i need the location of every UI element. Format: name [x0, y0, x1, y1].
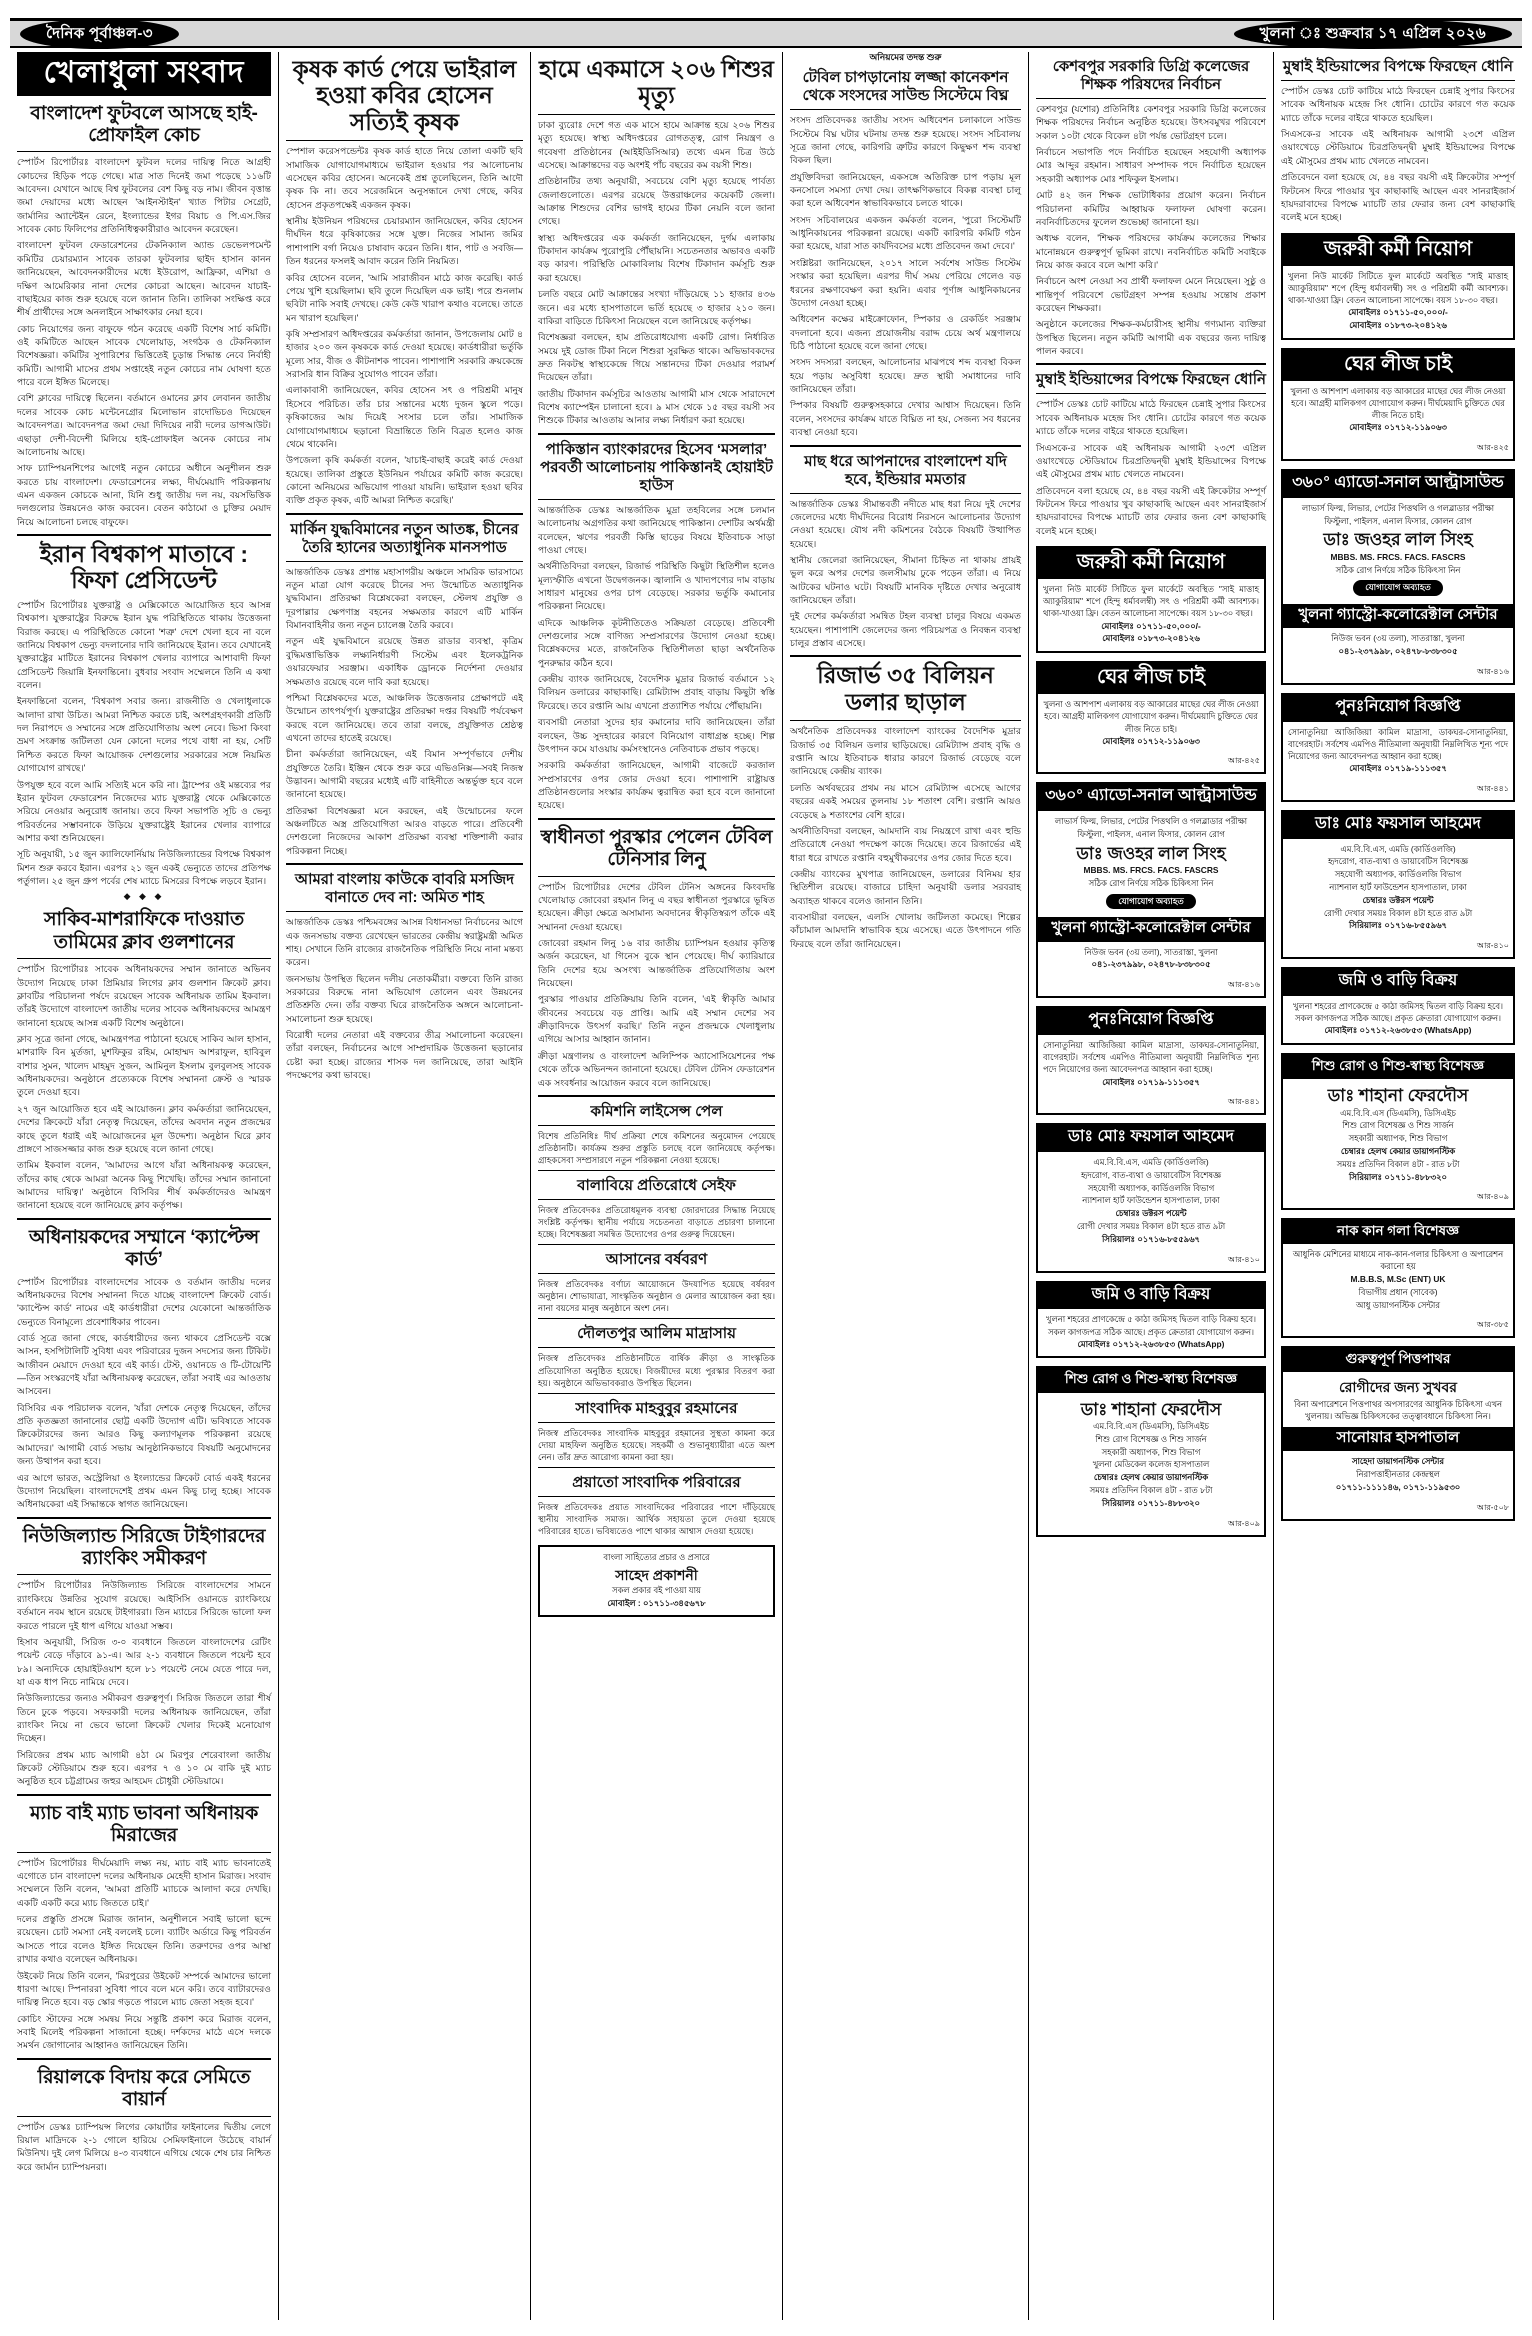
- ad-headline: শিশু রোগ ও শিশু-স্বাস্থ্য বিশেষজ্ঞ: [1038, 1368, 1264, 1392]
- article-body: সংসদ সদস্যরা বলছেন, আলোচনার মাঝপথে শব্দ ব্যবস্থা বিকল হয়ে পড়ায় অসুবিধা হয়েছে। দ্রুত স্থায়ী সমাধানের দাবি জানিয়েছেন তাঁরা।: [790, 357, 1021, 395]
- article-body: বিসিবির এক পরিচালক বলেন, 'যাঁরা দেশকে নেতৃত্ব দিয়েছেন, তাঁদের প্রতি কৃতজ্ঞতা জানানোর ছোট্ট একটি উদ্যোগ এটি। ভবিষ্যতে সাবেক ক্রিকেটারদের জন্য আরও কিছু কল্যাণমূলক পরিকল্পনা রয়েছে আমাদের।' আগামী বোর্ড সভায় আনুষ্ঠানিকভাবে বিষয়টি অনুমোদনের জন্য উত্থাপন করা হবে।: [17, 1402, 271, 1467]
- ad-body-text: খুলনা শহরের প্রাণকেন্দ্রে ৫ কাঠা জমিসহ দ্বিতল বাড়ি বিক্রয় হবে। সকল কাগজপত্র সঠিক আছে। প্রকৃত ক্রেতারা যোগাযোগ করুন।: [1045, 1314, 1257, 1337]
- headline-shakib-mashrafe: সাকিব-মাশরাফিকে দাওয়াত তামিমের ক্লাব গুলশানের: [43, 909, 245, 953]
- ad-staff-recruitment[interactable]: [1036, 546, 1266, 653]
- article-body: বিশেষজ্ঞরা বলছেন, হাম প্রতিরোধযোগ্য একটি রোগ। নির্ধারিত সময়ে দুই ডোজ টিকা নিলে শিশুরা সুরক্ষিত থাকে। অভিভাবকদের দ্রুত নিকটস্থ স্বাস্থ্যকেন্দ্রে গিয়ে সন্তানদের টিকা দেওয়ার পরামর্শ দিয়েছেন তাঁরা।: [538, 332, 775, 383]
- ad-gastro-colorectal[interactable]: [1281, 469, 1515, 685]
- article-body: সংসদ সচিবালয়ের একজন কর্মকর্তা বলেন, 'পুরো সিস্টেমটি আধুনিকায়নের পরিকল্পনা রয়েছে। একটি কারিগরি কমিটি গঠন করা হয়েছে, যারা সাত কার্যদিবসের মধ্যে প্রতিবেদন জমা দেবে।': [790, 214, 1021, 252]
- ad-phone: মোবাইলঃ ০১৭১৯-১১১৩৫৭: [1102, 1076, 1200, 1087]
- ad-timing: সময়ঃ প্রতিদিন বিকাল ৪টা - রাত ৮টা: [1089, 1485, 1213, 1495]
- article-body: নির্বাচনে সভাপতি পদে নির্বাচিত হয়েছেন সহযোগী অধ্যাপক মোঃ আব্দুর রহমান। সাধারণ সম্পাদক পদে নির্বাচিত হয়েছেন সহকারী অধ্যাপক মোঃ শফিকুল ইসলাম।: [1036, 147, 1266, 184]
- ad-line: খুলনা মেডিকেল কলেজ হাসপাতাল: [1092, 1459, 1210, 1470]
- ad-phone: সিরিয়ালঃ ০১৭১৬-৮৫৫৯৬৭: [1349, 920, 1447, 931]
- headline-measles-deaths: হামে একমাসে ২০৬ শিশুর মৃত্যু: [539, 56, 774, 109]
- ad-tagline: সঠিক রোগ নির্ণয়ে সঠিক চিকিৎসা নিন: [1335, 564, 1461, 575]
- article-body: চলতি বছরে মোট আক্রান্তের সংখ্যা দাঁড়িয়েছে ১১ হাজার ৪৩৬ জনে। এর মধ্যে হাসপাতালে ভর্তি হয়েছে ৩ হাজার ২১০ জন। বাকিরা বাড়িতে চিকিৎসা নিয়েছেন বলে জানিয়েছে কর্তৃপক্ষ।: [538, 289, 775, 326]
- headline-commission-license: কমিশনি লাইসেন্স পেল: [590, 1102, 723, 1120]
- ad-phone: ০৪১-২৩৭৯৯৮, ০২৪৭৮-৮৩৮৩০৫: [1338, 646, 1458, 656]
- article-body: নিজস্ব প্রতিবেদকঃ প্রতিরোধমূলক ব্যবস্থা জোরদারের সিদ্ধান্ত নিয়েছে সংশ্লিষ্ট কর্তৃপক্ষ। স্থানীয় পর্যায়ে সচেতনতা বাড়াতে প্রচারণা চালানো হচ্ছে। বিশেষজ্ঞরা সমন্বিত উদ্যোগের ওপর গুরুত্ব দিয়েছেন।: [538, 1205, 775, 1240]
- ad-phone: মোবাইলঃ ০১৮৭৩-২০৪১২৬: [1349, 319, 1447, 330]
- ad-body-text: সোনাতুনিয়া আজিজিয়া কামিল মাদ্রাসা, ডাকঘর-সোনাতুনিয়া, বাগেরহাট। সর্বশেষ এমপিও নীতিমালা অনুযায়ী নিম্নলিখিত শূন্য পদে নিয়োগের জন্য আবেদনপত্র আহ্বান করা হচ্ছে।: [1288, 726, 1508, 761]
- ad-timing: রোগী দেখার সময়ঃ বিকাল ৪টা হতে রাত ৯টা: [1323, 907, 1473, 918]
- ad-headline: গুরুত্বপূর্ণ পিত্তপাথর: [1283, 1348, 1513, 1372]
- ad-line: সকল প্রকার বই পাওয়া যায়: [612, 1584, 701, 1595]
- ad-reference: আর-৪০৯: [1228, 1518, 1260, 1528]
- ad-business-name: সাহেদ প্রকাশনী: [615, 1566, 698, 1583]
- divider: [1036, 393, 1266, 394]
- divider: [1281, 80, 1515, 81]
- ad-reference: আর-৪০৯: [1477, 1192, 1509, 1202]
- ad-chamber: চেম্বারঃ হেলথ কেয়ার ডায়াগনস্টিক: [1093, 1472, 1209, 1483]
- article-body: দলের প্রস্তুতি প্রসঙ্গে মিরাজ জানান, অনুশীলনে সবাই ভালো ছন্দে রয়েছেন। চোট সমস্যা নেই বললেই চলে। ব্যাটিং অর্ডারে কিছু পরিবর্তন আসতে পারে বলেও ইঙ্গিত দিয়েছেন তিনি। তরুণদের ওপর আস্থা রাখার কথাও বলেছেন অধিনায়ক।: [17, 1914, 271, 1965]
- ad-urgent-staff[interactable]: [1281, 233, 1515, 340]
- ad-headline: জরুরী কর্মী নিয়োগ: [1283, 235, 1513, 266]
- divider: [538, 1318, 775, 1319]
- column-3: [530, 52, 782, 2320]
- article-body: ক্রীড়া মন্ত্রণালয় ও বাংলাদেশ অলিম্পিক অ্যাসোসিয়েশনের পক্ষ থেকে তাঁকে অভিনন্দন জানানো হয়েছে। টেবিল টেনিস ফেডারেশন এক সংবর্ধনার আয়োজন করবে বলে জানিয়েছে।: [538, 1050, 775, 1088]
- divider: [538, 114, 775, 115]
- article-body: সংসদ প্রতিবেদকঃ জাতীয় সংসদ অধিবেশন চলাকালে সাউন্ড সিস্টেমে বিঘ্ন ঘটার ঘটনায় তদন্ত শুরু হয়েছে। সংসদ সচিবালয় সূত্রে জানা গেছে, কারিগরি ত্রুটির কারণে কিছুক্ষণ শব্দ ব্যবস্থা বিকল ছিল।: [790, 115, 1021, 166]
- divider: [17, 1517, 271, 1519]
- ad-headline: ঘের লীজ চাই: [1283, 350, 1513, 381]
- article-body: কেন্দ্রীয় ব্যাংক জানিয়েছে, বৈদেশিক মুদ্রার রিজার্ভ বর্তমানে ১২ বিলিয়ন ডলারের কাছাকাছি। রেমিট্যান্স প্রবাহ বাড়ায় কিছুটা স্বস্তি ফিরেছে। তবে রপ্তানি আয় এখনো প্রত্যাশিত পর্যায়ে পৌঁছায়নি।: [538, 674, 775, 711]
- ad-doctor-banner: ডাঃ মোঃ ফয়সাল আহমেদ: [1038, 1125, 1264, 1152]
- article-body: বিরোধী দলের নেতারা এই বক্তব্যের তীব্র সমালোচনা করেছেন। তাঁরা বলছেন, নির্বাচনের আগে সাম্প্রদায়িক উত্তেজনা ছড়ানোর চেষ্টা করা হচ্ছে। রাজ্যের শাসক দল জানিয়েছে, তারা আইনি পদক্ষেপের কথা ভাবছে।: [286, 1030, 523, 1081]
- article-body: পুরস্কার পাওয়ার প্রতিক্রিয়ায় তিনি বলেন, 'এই স্বীকৃতি আমার জীবনের সবচেয়ে বড় প্রাপ্তি। আমি এই সম্মান দেশের সব ক্রীড়াবিদকে উৎসর্গ করছি।' তিনি নতুন প্রজন্মকে খেলাধুলায় এগিয়ে আসার আহ্বান জানান।: [538, 994, 775, 1045]
- ad-headline: ৩৬০° এ্যাডো-সনাল আল্ট্রাসাউন্ড: [1283, 471, 1513, 498]
- ad-line: এম.বি.বি.এস, এমডি (কার্ডিওলজি): [1093, 1157, 1209, 1168]
- article-body: ব্যবসায়ী নেতারা সুদের হার কমানোর দাবি জানিয়েছেন। তাঁরা বলছেন, উচ্চ সুদহারের কারণে বিনিয়োগ বাধাগ্রস্ত হচ্ছে। শিল্প উৎপাদন কমে যাওয়ায় কর্মসংস্থানেও নেতিবাচক প্রভাব পড়ছে।: [538, 717, 775, 754]
- ad-property-sale[interactable]: [1281, 967, 1515, 1045]
- article-body: ব্যবসায়ীরা বলছেন, এলসি খোলায় জটিলতা কমেছে। শিল্পের কাঁচামাল আমদানি স্বাভাবিক হয়ে এসেছে। এতে উৎপাদনে গতি ফিরছে বলে তাঁরা জানিয়েছেন।: [790, 912, 1021, 949]
- article-body: স্পোর্টস রিপোর্টারঃ দীর্ঘমেয়াদি লক্ষ্য নয়, ম্যাচ বাই ম্যাচ ভাবনাতেই এগোতে চান বাংলাদেশ দলের অধিনায়ক মেহেদী হাসান মিরাজ। সংবাদ সম্মেলনে তিনি বলেন, 'আমরা প্রতিটি ম্যাচকে আলাদা করে দেখছি। একটি একটি করে ম্যাচ জিততে চাই।': [17, 1857, 271, 1908]
- divider: [790, 655, 1021, 657]
- column-6: [1273, 52, 1522, 2320]
- ad-reference: আর-৪২৫: [1477, 443, 1509, 453]
- divider: [538, 1199, 775, 1200]
- ad-gallstone-clinic[interactable]: [1281, 1346, 1515, 1520]
- divider: [538, 1170, 775, 1171]
- article-body: প্রতিবেদনে বলা হয়েছে যে, ৪৪ বছর বয়সী এই ক্রিকেটার সম্পূর্ণ ফিটনেস ফিরে পাওয়ার খুব কাছাকাছি আছেন এবং সানরাইজার্স হায়দরাবাদের বিপক্ষে ম্যাচটি তার ফেরার জন্য বেশ কাছাকাছি বলেই মনে হচ্ছে।: [1036, 485, 1266, 536]
- ad-gher-lease[interactable]: [1036, 661, 1266, 774]
- headline-journalist-mahbubur: সাংবাদিক মাহবুবুর রহমানের: [575, 1399, 738, 1417]
- article-body: ক্লাব সূত্রে জানা গেছে, আমন্ত্রণপত্র পাঠানো হয়েছে সাকিব আল হাসান, মাশরাফি বিন মুর্তজা, মুশফিকুর রহিম, মোহাম্মদ আশরাফুল, হাবিবুল বাশার সুমন, খালেদ মাহমুদ সুজন, আমিনুল ইসলাম বুলবুলসহ সাবেক অধিনায়কদের। অনুষ্ঠানে প্রত্যেককে বিশেষ সম্মাননা ক্রেস্ট ও স্মারক তুলে দেওয়া হবে।: [17, 1034, 271, 1098]
- page-grid: [10, 52, 1522, 2320]
- article-body: তামিম ইকবাল বলেন, 'আমাদের আগে যাঁরা অধিনায়কত্ব করেছেন, তাঁদের কাছ থেকে আমরা অনেক কিছু শিখেছি। তাঁদের সম্মান জানানো আমাদের দায়িত্ব।' অনুষ্ঠানে বিসিবির শীর্ষ কর্মকর্তাদেরও আমন্ত্রণ জানানো হয়েছে বলে জানিয়েছে ক্লাব কর্তৃপক্ষ।: [17, 1160, 271, 1211]
- ad-cardiologist[interactable]: [1036, 1123, 1266, 1272]
- ad-madrasa-recruitment[interactable]: [1281, 693, 1515, 802]
- article-body: এর আগে ভারত, অস্ট্রেলিয়া ও ইংল্যান্ডের ক্রিকেট বোর্ড একই ধরনের উদ্যোগ নিয়েছিল। বাংলাদেশেই প্রথম এমন কিছু চালু হচ্ছে। সাবেক অধিনায়কেরা এই সিদ্ধান্তকে স্বাগত জানিয়েছেন।: [17, 1472, 271, 1510]
- ad-body-text: খুলনা নিউ মার্কেট সিটিতে ফুল মার্কেটে অবস্থিত "সাই মাত্তাহ অ্যাকুরিয়াম" শপে (হিন্দু ধর্মাবলম্বী) সৎ ও পরিশ্রমী কর্মী আবশ্যক। থাকা-খাওয়া ফ্রি। বেতন আলোচনা সাপেক্ষে। বয়স ১৮-৩০ বছর।: [1288, 270, 1508, 305]
- ad-reference: আর-৪১০: [1228, 1254, 1260, 1264]
- article-body: আন্তর্জাতিক ডেস্কঃ সীমান্তবর্তী নদীতে মাছ ধরা নিয়ে দুই দেশের জেলেদের মধ্যে দীর্ঘদিনের বিরোধ নিরসনে আলোচনার উদ্যোগ নেওয়া হয়েছে। যৌথ নদী কমিশনের বৈঠকে বিষয়টি উত্থাপিত হয়েছে।: [790, 498, 1021, 549]
- ad-body-text: খুলনা ও আশপাশ এলাকায় বড় আকারের মাছের ঘের লীজ নেওয়া হবে। আগ্রহী মালিকগণ যোগাযোগ করুন। দীর্ঘমেয়াদি চুক্তিতে ঘের লীজ নিতে চাই।: [1043, 699, 1259, 734]
- article-body: স্পোর্টস রিপোর্টারঃ সাবেক অধিনায়কদের সম্মান জানাতে অভিনব উদ্যোগ নিয়েছে ঢাকা প্রিমিয়ার লিগের ক্লাব গুলশান ক্রিকেট ক্লাব। ক্লাবটির পরিচালনা পর্ষদে রয়েছেন সাবেক অধিনায়ক তামিম ইকবাল। তাঁরই উদ্যোগে বাংলাদেশ জাতীয় দলের সাবেক অধিনায়কদের আমন্ত্রণ জানানো হয়েছে আসন্ন একটি বিশেষ অনুষ্ঠানে।: [17, 964, 271, 1028]
- headline-balabiye-safe: বালাবিয়ে প্রতিরোধে সেইফ: [577, 1177, 736, 1195]
- divider: [17, 2058, 271, 2060]
- ad-degree: MBBS. MS. FRCS. FACS. FASCRS: [1083, 865, 1219, 876]
- headline-krishok-card: কৃষক কার্ড পেয়ে ভাইরাল হওয়া কবির হোসেন সত্যিই কৃষক: [292, 56, 517, 135]
- column-4: [782, 52, 1028, 2320]
- divider: [538, 1244, 775, 1245]
- divider: [538, 818, 775, 820]
- ad-gher-lease-2[interactable]: [1281, 348, 1515, 461]
- headline-bayern-real: রিয়ালকে বিদায় করে সেমিতে বায়ার্ন: [37, 2066, 251, 2111]
- divider: [790, 493, 1021, 494]
- article-body: নতুন এই যুদ্ধবিমানে রয়েছে উন্নত রাডার ব্যবস্থা, কৃত্রিম বুদ্ধিমত্তাভিত্তিক লক্ষ্যনির্ধারণী সিস্টেম এবং ইলেকট্রনিক ওয়ারফেয়ার সরঞ্জাম। একাধিক ড্রোনকে নির্দেশনা দেওয়ার সক্ষমতাও রয়েছে বলে দাবি করা হয়েছে।: [286, 636, 523, 687]
- ad-recruitment-notice[interactable]: [1036, 1006, 1266, 1115]
- article-body: কেশবপুর (যশোর) প্রতিনিধিঃ কেশবপুর সরকারি ডিগ্রি কলেজের শিক্ষক পরিষদের নির্বাচন অনুষ্ঠিত হয়েছে। উৎসবমুখর পরিবেশে সকাল ১০টা থেকে বিকেল ৪টা পর্যন্ত ভোটগ্রহণ চলে।: [1036, 104, 1266, 141]
- ad-timing: রোগী দেখার সময়ঃ বিকাল ৪টা হতে রাত ৯টা: [1076, 1220, 1226, 1231]
- ad-headline: জমি ও বাড়ি বিক্রয়: [1283, 969, 1513, 996]
- ad-line: শিশু রোগ বিশেষজ্ঞ ও শিশু সার্জন: [1342, 1120, 1454, 1131]
- article-body: কৃষি সম্প্রসারণ অধিদপ্তরের কর্মকর্তারা জানান, উপজেলায় মোট ৪ হাজার ২০০ জন কৃষককে কার্ড দেওয়া হয়েছে। কার্ডধারীরা ভর্তুকি মূল্যে সার, বীজ ও কীটনাশক পাবেন। পাশাপাশি সরকারি ক্রয়কেন্দ্রে সরাসরি ধান বিক্রির সুযোগও পাবেন তাঁরা।: [286, 328, 523, 380]
- ad-line: হৃদরোগ, বাত-ব্যথা ও ডায়াবেটিস বিশেষজ্ঞ: [1328, 856, 1468, 867]
- masthead-strip: [10, 18, 1522, 48]
- article-body: নিউজিল্যান্ডের জন্যও সমীকরণ গুরুত্বপূর্ণ। সিরিজ জিতলে তারা শীর্ষ তিনে ঢুকে পড়বে। সফরকারী দলের অধিনায়ক জানিয়েছেন, তাঁরা র‌্যাংকিং নিয়ে না ভেবে ভালো ক্রিকেট খেলার দিকেই মনোযোগ দিচ্ছেন।: [17, 1693, 271, 1744]
- ad-line: বাংলা সাহিত্যের প্রচার ও প্রসারে: [603, 1552, 710, 1563]
- ad-phone: মোবাইলঃ ০১৭১২-২৬৩৮৫৩ (WhatsApp): [1324, 1025, 1472, 1036]
- article-body: ২৭ জুন আয়োজিত হবে এই আয়োজন। ক্লাব কর্মকর্তারা জানিয়েছেন, দেশের ক্রিকেটে যাঁরা নেতৃত্ব দিয়েছেন, তাঁদের অবদান নতুন প্রজন্মের কাছে তুলে ধরাই এই আয়োজনের মূল উদ্দেশ্য। অনুষ্ঠান ঘিরে ক্লাব প্রাঙ্গণে সাজসজ্জার কাজ শুরু হয়েছে বলে জানা গেছে।: [17, 1103, 271, 1154]
- ad-doctor-banner: ডাঃ মোঃ ফয়সাল আহমেদ: [1283, 812, 1513, 839]
- ad-body-text: সোনাতুনিয়া আজিজিয়া কামিল মাদ্রাসা, ডাকঘর-সোনাতুনিয়া, বাগেরহাট। সর্বশেষ এমপিও নীতিমালা অনুযায়ী নিম্নলিখিত শূন্য পদে নিয়োগের জন্য আবেদনপত্র আহ্বান করা হচ্ছে।: [1043, 1040, 1259, 1075]
- ad-headline: শিশু রোগ ও শিশু-স্বাস্থ্য বিশেষজ্ঞ: [1283, 1055, 1513, 1079]
- article-body: অর্থনীতিবিদরা বলছেন, রিজার্ভ পরিস্থিতি কিছুটা স্থিতিশীল হলেও মূল্যস্ফীতি এখনো উদ্বেগজনক। জ্বালানি ও খাদ্যপণ্যের দাম বাড়ায় সাধারণ মানুষের ওপর চাপ বেড়েছে। সরকার ভর্তুকি কমানোর পরিকল্পনা নিয়েছে।: [538, 561, 775, 612]
- ad-publisher[interactable]: [538, 1545, 775, 1617]
- article-body: স্পোর্টস রিপোর্টারঃ বাংলাদেশ ফুটবল দলের দায়িত্ব নিতে আগ্রহী কোচদের হিড়িক পড়ে গেছে। মাত্র সাত দিনেই জমা পড়েছে ১১৬টি আবেদন। যেখানে আছে বিশ্ব ফুটবলের বেশ কিছু বড় নাম। জীবন বৃত্তান্ত জমা দেয়াদের মধ্যে আছেন 'আইনস্টাইন' খ্যাত পিটার সেগ্রেট, জার্মানির অ্যান্টেইন রেনে, ইংল্যান্ডের ইগর বিয়াচ ও পি.এস.জির সাবেক কোচ ফিলিপের প্রতিনিধিত্বকারীরাও আবেদন করেছেন।: [17, 157, 271, 235]
- ad-center-name: খুলনা গ্যাস্ট্রো-কলোরেক্টাল সেন্টার: [1038, 917, 1264, 942]
- ad-contact: মোবাইলঃ ০১৭১১-৫০,০০০/-: [1348, 307, 1448, 318]
- ad-phone: মোবাইলঃ ০১৭১২-১১৯০৬৩: [1102, 735, 1200, 746]
- divider: [17, 2116, 271, 2117]
- article-body: স্থানীয় ইউনিয়ন পরিষদের চেয়ারম্যান জানিয়েছেন, কবির হোসেন দীর্ঘদিন ধরে কৃষিকাজের সঙ্গে যুক্ত। নিজের সামান্য জমির পাশাপাশি বর্গা নিয়েও চাষাবাদ করেন তিনি। ধান, পাট ও সবজি—তিন ধরনের ফসলই আবাদ করেন তিনি নিয়মিত।: [286, 216, 523, 267]
- article-body: বোর্ড সূত্রে জানা গেছে, কার্ডধারীদের জন্য থাকবে প্রেসিডেন্ট বক্সে আসন, হসপিটালিটি সুবিধা এবং পরিবারের দুজন সদস্যের জন্য টিকিট। আজীবন মেয়াদে দেওয়া হবে এই কার্ড। টেস্ট, ওয়ানডে ও টি-টোয়েন্টি—তিন সংস্করণেই যাঁরা অধিনায়কত্ব করেছেন, তাঁরা সবাই এর আওতায় আসবেন।: [17, 1332, 271, 1397]
- article-body: স্পোর্টস রিপোর্টারঃ যুক্তরাষ্ট্র ও মেক্সিকোতে আয়োজিত হবে আসন্ন বিশ্বকাপ। যুক্তরাষ্ট্রের বিরুদ্ধে ইরান যুদ্ধ পরিস্থিতিতে থাকায় উত্তেজনা বিরাজ করছে। এ পরিস্থিতিতে কোনো 'শত্রু' দেশে খেলা হবে না বলে জানিয়ে বিশ্বকাপ ভেন্যু বদলানোর দাবি জানিয়েছে ইরান। তবে যেখানেই যুক্তরাষ্ট্রের মাটিতে ইরানের বিশ্বকাপ খেলার ব্যাপারে আশাবাদী ফিফা প্রেসিডেন্ট জিয়ান্নি ইনফান্তিনো। বুধবার সংবাদ সম্মেলনে তিনি এ কথা বলেন।: [17, 599, 271, 691]
- article-body: স্পোর্টস রিপোর্টারঃ বাংলাদেশের সাবেক ও বর্তমান জাতীয় দলের অধিনায়কদের বিশেষ সম্মাননা দিতে যাচ্ছে বাংলাদেশ ক্রিকেট বোর্ড। 'ক্যাপ্টেন্স কার্ড' নামের এই কার্ডধারীরা দেশের যেকোনো আন্তর্জাতিক ভেন্যুতে বিনামূল্যে প্রবেশাধিকার পাবেন।: [17, 1276, 271, 1327]
- column-2: [278, 52, 530, 2320]
- ad-line: সহকারী অধ্যাপক, শিশু বিভাগ: [1101, 1446, 1201, 1457]
- article-body: স্পোর্টস ডেস্কঃ চোট কাটিয়ে মাঠে ফিরছেন চেন্নাই সুপার কিংসের সাবেক অধিনায়ক মহেন্দ্র সিং ধোনি। চোটের কারণে গত কয়েক ম্যাচে তাঁকে দলের বাইরে থাকতে হয়েছিল।: [1281, 86, 1515, 123]
- ad-reference: আর-৪৪১: [1477, 783, 1509, 793]
- article-body: বেশি ক্লাবের দায়িত্বে ছিলেন। বর্তমানে ওমানের ক্লাব লেবানন জাতীয় দলের সাবেক কোচ মন্টেনেগ্রোর মিলোভান রাদোভিচও দিয়েছেন আবেদনপত্র। আবেদনপত্র জমা দেয়া দিদিয়ের নারী দলের ডাগআউট। এছাড়া দেশী-বিদেশী মিলিয়ে হাই-প্রোফাইল অনেক কোচের নাম আলোচনায় আছে।: [17, 393, 271, 457]
- divider: [538, 433, 775, 435]
- article-body: মোট ৪২ জন শিক্ষক ভোটাধিকার প্রয়োগ করেন। নির্বাচন পরিচালনা কমিটির আহ্বায়ক ফলাফল ঘোষণা করেন। নবনির্বাচিতদের ফুলেল শুভেচ্ছা জানানো হয়।: [1036, 190, 1266, 227]
- masthead-left-pill: দৈনিক পূর্বাঞ্চল-৩: [20, 19, 179, 49]
- headline-journalist-family: প্রয়াতো সাংবাদিক পরিবারের: [572, 1473, 741, 1491]
- article-body: চীনা কর্মকর্তারা জানিয়েছেন, এই বিমান সম্পূর্ণভাবে দেশীয় প্রযুক্তিতে তৈরি। ইঞ্জিন থেকে শুরু করে এভিওনিক্স—সবই নিজস্ব উদ্ভাবন। আগামী বছরের মধ্যেই এটি বাহিনীতে অন্তর্ভুক্ত হবে বলে জানানো হয়েছে।: [286, 749, 523, 800]
- ad-heart-specialist[interactable]: [1281, 810, 1515, 959]
- article-body: স্পোর্টস রিপোর্টারঃ নিউজিল্যান্ড সিরিজে বাংলাদেশের সামনে র‌্যাংকিংয়ে উন্নতির সুযোগ রয়েছে। আইসিসি ওয়ানডে র‌্যাংকিংয়ে বর্তমানে নবম স্থানে রয়েছে টাইগাররা। তিন ম্যাচের সিরিজে ভালো ফল করতে পারলে দুই ধাপ এগিয়ে যাওয়া সম্ভব।: [17, 1580, 271, 1631]
- headline-miraz: ম্যাচ বাই ম্যাচ ভাবনা অধিনায়ক মিরাজের: [29, 1802, 259, 1847]
- divider: [538, 499, 775, 500]
- divider: [17, 151, 271, 152]
- article-body: অর্থনীতিবিদরা বলছেন, আমদানি ব্যয় নিয়ন্ত্রণে রাখা এবং হুন্ডি প্রতিরোধে নেওয়া পদক্ষেপ কাজে দিয়েছে। তবে রিজার্ভের এই ধারা ধরে রাখতে রপ্তানি বহুমুখীকরণের ওপর জোর দিতে হবে।: [790, 825, 1021, 863]
- ad-line: সাহেদা ডায়াগনস্টিক সেন্টার: [1351, 1456, 1445, 1467]
- headline-amit-shah: আমরা বাংলায় কাউকে বাবরি মসজিদ বানাতে দেব না: অমিত শাহ: [294, 871, 515, 907]
- article-body: সিএসকে-র সাবেক এই অধিনায়ক আগামী ২৩শে এপ্রিল ওয়াংখেড়ে স্টেডিয়ামে চিরপ্রতিদ্বন্দ্বী মুম্বাই ইন্ডিয়ান্সের বিপক্ষে এই মৌসুমের প্রথম ম্যাচ খেলতে নামবেন।: [1036, 442, 1266, 480]
- ad-chamber: চেম্বারঃ ডক্টরস পয়েন্ট: [1362, 894, 1434, 905]
- ad-subhead: রোগীদের জন্য সুখবর: [1339, 1379, 1457, 1396]
- ad-address: নিউজ ভবন (৩য় তলা), সাতরাস্তা, খুলনা: [1331, 633, 1465, 644]
- ad-line: এম.বি.বি.এস (ডিএমসি), ডিসিএইচ: [1093, 1421, 1209, 1432]
- article-body: সিএসকে-র সাবেক এই অধিনায়ক আগামী ২৩শে এপ্রিল ওয়াংখেড়ে স্টেডিয়ামে চিরপ্রতিদ্বন্দ্বী মুম্বাই ইন্ডিয়ান্সের বিপক্ষে এই মৌসুমের প্রথম ম্যাচ খেলতে নামবেন।: [1281, 129, 1515, 166]
- ad-degree: MBBS. MS. FRCS. FACS. FASCRS: [1330, 551, 1466, 562]
- article-body: স্পিকার বিষয়টি গুরুত্বসহকারে দেখার আশ্বাস দিয়েছেন। তিনি বলেন, সংসদের কার্যক্রম যাতে বিঘ্নিত না হয়, সেজন্য সব ধরনের ব্যবস্থা নেওয়া হবে।: [790, 400, 1021, 438]
- ad-reference: আর-৪১০: [1477, 941, 1509, 951]
- article-body: এলাকাবাসী জানিয়েছেন, কবির হোসেন সৎ ও পরিশ্রমী মানুষ হিসেবে পরিচিত। তাঁর চার সন্তানের মধ্যে দুজন স্কুলে পড়ে। কৃষিকাজের আয় দিয়েই সংসার চলে তাঁর। সামাজিক যোগাযোগমাধ্যমে ছড়ানো বিভ্রান্তিতে তিনি বিব্রত হলেও কাজ থেমে থাকেনি।: [286, 385, 523, 449]
- divider: [790, 720, 1021, 721]
- divider: [538, 1125, 775, 1126]
- ad-degree: M.B.B.S, M.Sc (ENT) UK: [1350, 1274, 1446, 1284]
- article-body: স্পোর্টস রিপোর্টারঃ দেশের টেবিল টেনিস অঙ্গনের কিংবদন্তি খেলোয়াড় জোবেরা রহমান লিনু এ বছর স্বাধীনতা পুরস্কারে ভূষিত হয়েছেন। ক্রীড়া ক্ষেত্রে অসামান্য অবদানের স্বীকৃতিস্বরূপ তাঁকে এই সম্মাননা দেওয়া হয়েছে।: [538, 881, 775, 932]
- article-body: উইকেট নিয়ে তিনি বলেন, 'মিরপুরের উইকেট সম্পর্কে আমাদের ভালো ধারণা আছে। স্পিনাররা সুবিধা পাবে বলে মনে করি। তবে ব্যাটারদেরও দায়িত্ব নিতে হবে। বড় স্কোর গড়তে পারলে ম্যাচ জেতা সহজ হবে।': [17, 1970, 271, 2008]
- divider: [790, 109, 1021, 110]
- divider: [286, 140, 523, 141]
- divider: [17, 1218, 271, 1220]
- divider: [17, 1794, 271, 1796]
- headline-dhoni-return: মুম্বাই ইন্ডিয়ান্সের বিপক্ষে ফিরছেন ধোনি: [1036, 371, 1266, 389]
- article-body: আন্তর্জাতিক ডেস্কঃ আন্তর্জাতিক মুদ্রা তহবিলের সঙ্গে চলমান আলোচনায় অগ্রগতির কথা জানিয়েছে পাকিস্তান। দেশটির অর্থমন্ত্রী বলেছেন, ঋণের পরবর্তী কিস্তি ছাড়ের বিষয়ে ইতিবাচক সাড়া পাওয়া গেছে।: [538, 504, 775, 555]
- ad-line: সহযোগী অধ্যাপক, কার্ডিওলজি বিভাগ: [1087, 1182, 1215, 1193]
- kicker-label: অনিয়মের তদন্ত শুরু: [869, 52, 942, 62]
- article-body: প্রতিষ্ঠানটির তথ্য অনুযায়ী, সবচেয়ে বেশি মৃত্যু হয়েছে পার্বত্য জেলাগুলোতে। এরপর রয়েছে উত্তরাঞ্চলের কয়েকটি জেলা। আক্রান্ত শিশুদের বেশির ভাগই হামের টিকা নেয়নি বলে জানা গেছে।: [538, 176, 775, 227]
- ad-phone: ০৪১-২৩৭৯৯৮, ০২৪৭৮-৮৩৮৩০৫: [1091, 959, 1211, 970]
- ad-line: হৃদরোগ, বাত-ব্যথা ও ডায়াবেটিস বিশেষজ্ঞ: [1081, 1169, 1221, 1180]
- article-body: নিজস্ব প্রতিবেদকঃ প্রতিষ্ঠানটিতে বার্ষিক ক্রীড়া ও সাংস্কৃতিক প্রতিযোগিতা অনুষ্ঠিত হয়েছে। বিজয়ীদের মধ্যে পুরস্কার বিতরণ করা হয়। অনুষ্ঠানে অভিভাবকরাও উপস্থিত ছিলেন।: [538, 1353, 775, 1388]
- article-body: নির্বাচনে অংশ নেওয়া সব প্রার্থী ফলাফল মেনে নিয়েছেন। সুষ্ঠু ও শান্তিপূর্ণ পরিবেশে ভোটগ্রহণ সম্পন্ন হওয়ায় সন্তোষ প্রকাশ করেছেন শিক্ষকরা।: [1036, 276, 1266, 314]
- divider: [538, 1422, 775, 1423]
- divider: [286, 513, 523, 515]
- ad-phone: মোবাইলঃ ০১৭১২-২৬৩৮৫৩ (WhatsApp): [1077, 1338, 1225, 1349]
- ad-line: বিভাগীয় প্রধান (সাবেক): [1358, 1286, 1438, 1297]
- divider: [538, 876, 775, 877]
- article-body: কোচিং স্টাফের সঙ্গে সমন্বয় নিয়ে সন্তুষ্টি প্রকাশ করে মিরাজ বলেন, সবাই মিলেই পরিকল্পনা সাজানো হচ্ছে। দর্শকদের মাঠে এসে দলকে সমর্থন জোগানোর আহ্বানও জানিয়েছেন তিনি।: [17, 2013, 271, 2051]
- ad-contact: মোবাইলঃ ০১৭১১-৫০,০০০/-: [1101, 620, 1201, 631]
- ad-line: আধু ডায়াগনস্টিক সেন্টার: [1356, 1299, 1440, 1310]
- ad-ent-specialist[interactable]: [1281, 1218, 1515, 1338]
- ad-pediatrician[interactable]: [1036, 1366, 1266, 1536]
- column-5: [1028, 52, 1273, 2320]
- ad-phone: ০১৭১১-১১১১৪৬, ০১৭১-১১৯৫৩০: [1335, 1481, 1461, 1492]
- headline-daulatpur-madrasa: দৌলতপুর আলিম মাদ্রাসায়: [577, 1325, 736, 1343]
- article-body: সূচি অনুযায়ী, ১৫ জুন ক্যালিফোর্নিয়ায় নিউজিল্যান্ডের বিপক্ষে বিশ্বকাপ মিশন শুরু করবে ইরান। এরপর ২১ জুন একই ভেন্যুতে তাদের প্রতিপক্ষ পর্তুগাল। ২৫ জুন গ্রুপ পর্বের শেষ ম্যাচে মিসরের বিপক্ষে লড়বে ইরান।: [17, 849, 271, 887]
- ad-tagline: সঠিক রোগ নির্ণয়ে সঠিক চিকিৎসা নিন: [1088, 878, 1214, 889]
- ad-timing: সময়ঃ প্রতিদিন বিকাল ৪টা - রাত ৮টা: [1336, 1158, 1460, 1169]
- headline-asan-borsoboron: আসানের বর্ষবরণ: [605, 1251, 708, 1269]
- article-body: উপযুক্ত হবে বলে আমি সত্যিই মনে করি না। ট্রাম্পের ওই মন্তব্যের পর ইরান ফুটবল ফেডারেশন নিজেদের ম্যাচ যুক্তরাষ্ট্র থেকে মেক্সিকোতে সরিয়ে নেওয়ার অনুরোধ জানায়। তবে ফিফা সভাপতি সূচি ও ভেন্যু পরিবর্তনের সম্ভাবনাকে উড়িয়ে যুক্তরাষ্ট্রেই ইরানের খেলার ব্যাপারে আশার কথা শুনিয়েছেন।: [17, 779, 271, 843]
- divider: [286, 911, 523, 912]
- ad-line: এম.বি.বি.এস, এমডি (কার্ডিওলজি): [1340, 843, 1456, 854]
- ad-headline: ঘের লীজ চাই: [1038, 663, 1264, 694]
- divider: [538, 1273, 775, 1274]
- ad-reference: আর-৪২৫: [1228, 756, 1260, 766]
- ad-ultrasound-clinic[interactable]: [1036, 782, 1266, 998]
- article-body: স্থানীয় জেলেরা জানিয়েছেন, সীমানা চিহ্নিত না থাকায় প্রায়ই ভুল করে অপর দেশের জলসীমায় ঢুকে পড়েন তাঁরা। এ নিয়ে আটকের ঘটনাও ঘটে। বিষয়টি মানবিক দৃষ্টিতে দেখার অনুরোধ জানিয়েছেন তাঁরা।: [790, 554, 1021, 606]
- article-body: এদিকে আঞ্চলিক কূটনীতিতেও সক্রিয়তা বেড়েছে। প্রতিবেশী দেশগুলোর সঙ্গে বাণিজ্য সম্প্রসারণের উদ্যোগ নেওয়া হচ্ছে। বিশ্লেষকদের মতে, রাজনৈতিক স্থিতিশীলতা ছাড়া অর্থনৈতিক পুনরুদ্ধার কঠিন হবে।: [538, 617, 775, 668]
- article-body: স্পোর্টস ডেস্কঃ চোট কাটিয়ে মাঠে ফিরছেন চেন্নাই সুপার কিংসের সাবেক অধিনায়ক মহেন্দ্র সিং ধোনি। চোটের কারণে গত কয়েক ম্যাচে তাঁকে দলের বাইরে থাকতে হয়েছিল।: [1036, 399, 1266, 437]
- article-body: উপজেলা কৃষি কর্মকর্তা বলেন, 'যাচাই-বাছাই করেই কার্ড দেওয়া হয়েছে। তালিকা প্রস্তুতে ইউনিয়ন পর্যায়ের কমিটি কাজ করেছে। কোনো অনিয়মের অভিযোগ পাওয়া যায়নি। ভাইরাল হওয়া ছবির ব্যক্তি প্রকৃত কৃষক, এটি আমরা নিশ্চিত করেছি।': [286, 455, 523, 506]
- article-body: অর্থনৈতিক প্রতিবেদকঃ বাংলাদেশ ব্যাংকের বৈদেশিক মুদ্রার রিজার্ভ ৩৫ বিলিয়ন ডলার ছাড়িয়েছে। রেমিট্যান্স প্রবাহ বৃদ্ধি ও রপ্তানি আয়ে ইতিবাচক ধারার কারণে রিজার্ভ বেড়েছে বলে জানিয়েছে কেন্দ্রীয় ব্যাংক।: [790, 726, 1021, 777]
- article-body: কবির হোসেন বলেন, 'আমি সারাজীবন মাঠে কাজ করেছি। কার্ড পেয়ে খুশি হয়েছিলাম। ছবি তুলে দিয়েছিল এক ভাই। পরে শুনলাম ছবিটা নাকি সবাই দেখছে। কেউ কেউ খারাপ কথাও বলেছে। তাতে মন খারাপ হয়েছিল।': [286, 272, 523, 323]
- ad-phone: মোবাইলঃ ০১৭১৯-১১১৩৫৭: [1349, 763, 1447, 774]
- ad-chamber: চেম্বারঃ ডক্টরস পয়েন্ট: [1115, 1208, 1187, 1219]
- ad-headline: জমি ও বাড়ি বিক্রয়: [1038, 1283, 1264, 1310]
- headline-parliament-sound: টেবিল চাপড়ানোয় লজ্জা কানেকশন থেকে সংসদের সাউন্ড সিস্টেমে বিঘ্ন: [802, 69, 1009, 105]
- ad-body-text: বিনা অপারেশনে পিত্তপাথর অপসারণের আধুনিক চিকিৎসা এখন খুলনায়। অভিজ্ঞ চিকিৎসকের তত্ত্বাবধানে চিকিৎসা নিন।: [1293, 1398, 1503, 1421]
- ad-phone: সিরিয়ালঃ ০১৭১১-৪৮৮৩২০: [1102, 1497, 1200, 1508]
- article-body: প্রযুক্তিবিদরা জানিয়েছেন, একসঙ্গে অতিরিক্ত চাপ পড়ায় মূল কনসোলে সমস্যা দেখা দেয়। তাৎক্ষণিকভাবে বিকল্প ব্যবস্থা চালু করা হলে অধিবেশন স্বাভাবিকভাবে চলতে থাকে।: [790, 171, 1021, 209]
- ad-reference: আর-৪১৬: [1228, 980, 1260, 990]
- ornament-dots: ◆ ◆ ◆: [123, 891, 165, 902]
- divider: [1036, 98, 1266, 99]
- divider: [1036, 363, 1266, 365]
- divider: [17, 1852, 271, 1853]
- headline-fish-mamata: মাছ ধরে আপনাদের বাংলাদেশ যদি হবে, ইন্ডিয়ার মমতার: [804, 452, 1007, 488]
- ad-line: ফিস্টুলা, পাইলস, এনাল ফিসার, কোলন রোগ: [1324, 515, 1472, 526]
- ad-address: নিউজ ভবন (৩য় তলা), সাতরাস্তা, খুলনা: [1084, 946, 1218, 957]
- ad-body-text: খুলনা শহরের প্রাণকেন্দ্রে ৫ কাঠা জমিসহ দ্বিতল বাড়ি বিক্রয় হবে। সকল কাগজপত্র সঠিক আছে। প্রকৃত ক্রেতারা যোগাযোগ করুন।: [1292, 1000, 1504, 1024]
- ad-line: ফিস্টুলা, পাইলস, এনাল ফিসার, কোলন রোগ: [1077, 829, 1225, 840]
- article-body: সাফ চ্যাম্পিয়নশিপের আগেই নতুন কোচের অধীনে অনুশীলন শুরু করতে চায় বাংলাদেশ। ফেডারেশনের লক্ষ্য, দীর্ঘমেয়াদি পরিকল্পনায় এমন একজন কোচকে আনা, যিনি শুধু জাতীয় দল নয়, বয়সভিত্তিক দলগুলোর উন্নয়নেও কাজ করবেন। বেতন কাঠামো ও চুক্তির মেয়াদ নিয়ে আলোচনা চলছে বাফুফে।: [17, 463, 271, 527]
- article-body: আন্তর্জাতিক ডেস্কঃ পশ্চিমবঙ্গের আসন্ন বিধানসভা নির্বাচনের আগে এক জনসভায় বক্তব্য রেখেছেন ভারতের কেন্দ্রীয় স্বরাষ্ট্রমন্ত্রী অমিত শাহ। সেখানে তিনি রাজ্যের রাজনৈতিক পরিস্থিতি নিয়ে নানা মন্তব্য করেন।: [286, 917, 523, 968]
- ad-center-name: খুলনা গ্যাস্ট্রো-কলোরেক্টাল সেন্টার: [1283, 604, 1513, 629]
- headline-bd-football-coach: বাংলাদেশ ফুটবলে আসছে হাই-প্রোফাইল কোচ: [30, 102, 258, 146]
- article-body: আন্তর্জাতিক ডেস্কঃ প্রশান্ত মহাসাগরীয় অঞ্চলে সামরিক ভারসাম্যে নতুন মাত্রা যোগ করেছে চীনের সদ্য উন্মোচিত অত্যাধুনিক যুদ্ধবিমান। প্রতিরক্ষা বিশ্লেষকেরা বলছেন, স্টেলথ প্রযুক্তি ও দূরপাল্লার ক্ষেপণাস্ত্র বহনের সক্ষমতার কারণে এটি মার্কিন বিমানবাহিনীর জন্য নতুন চ্যালেঞ্জ তৈরি করবে।: [286, 566, 523, 631]
- ad-doctor-name: ডাঃ জওহর লাল সিংহ: [1323, 530, 1473, 550]
- ad-headline: পুনঃনিয়োগ বিজ্ঞপ্তি: [1283, 695, 1513, 722]
- ad-phone: সিরিয়ালঃ ০১৭১১-৪৮৮৩২০: [1349, 1171, 1447, 1182]
- article-body: প্রতিরক্ষা বিশেষজ্ঞরা মনে করছেন, এই উন্মোচনের ফলে অঞ্চলটিতে অস্ত্র প্রতিযোগিতা আরও বাড়তে পারে। প্রতিবেশী দেশগুলো নিজেদের আকাশ প্রতিরক্ষা ব্যবস্থা শক্তিশালী করার পরিকল্পনা নিচ্ছে।: [286, 805, 523, 856]
- ad-reference: আর-৪৪১: [1228, 1097, 1260, 1107]
- article-body: প্রতিবেদনে বলা হয়েছে যে, ৪৪ বছর বয়সী এই ক্রিকেটার সম্পূর্ণ ফিটনেস ফিরে পাওয়ার খুব কাছাকাছি আছেন এবং সানরাইজার্স হায়দরাবাদের বিপক্ষে ম্যাচটি তার ফেরার জন্য বেশ কাছাকাছি বলেই মনে হচ্ছে।: [1281, 172, 1515, 223]
- headline-pakistan-imf: পাকিস্তান ব্যাংকারদের হিসেব ‘মসলার’ পরবর্তী আলোচনায় পাকিস্তানই হোয়াইট হাউস: [540, 440, 773, 494]
- article-body: অধিবেশন কক্ষের মাইক্রোফোন, স্পিকার ও রেকর্ডিং সরঞ্জাম বদলানো হবে। এজন্য প্রয়োজনীয় বরাদ্দ চেয়ে অর্থ মন্ত্রণালয়ে চিঠি পাঠানো হয়েছে বলে জানা গেছে।: [790, 314, 1021, 351]
- article-body: নিজস্ব প্রতিবেদকঃ বর্ণাঢ্য আয়োজনে উদযাপিত হয়েছে বর্ষবরণ অনুষ্ঠান। শোভাযাত্রা, সাংস্কৃতিক অনুষ্ঠান ও মেলার আয়োজন করা হয়। নানা বয়সের মানুষ অনুষ্ঠানে অংশ নেন।: [538, 1279, 775, 1314]
- ad-contact-pill[interactable]: যোগাযোগ অব্যাহত: [1106, 894, 1195, 909]
- divider: [538, 1496, 775, 1497]
- ad-line: লাভার্স ফিল্ম, লিভার, পেটের পিত্তথলি ও গলব্লাডার পরীক্ষা: [1054, 816, 1248, 827]
- ad-reference: আর-৩৮৫: [1477, 1320, 1509, 1330]
- section-banner: খেলাধুলা সংবাদ: [17, 52, 271, 96]
- column-1: [10, 52, 278, 2320]
- ad-line: লাভার্স ফিল্ম, লিভার, পেটের পিত্তথলি ও গলব্লাডার পরীক্ষা: [1301, 502, 1495, 513]
- ad-body-text: খুলনা নিউ মার্কেট সিটিতে ফুল মার্কেটে অবস্থিত "সাই মাত্তাহ অ্যাকুরিয়াম" শপে (হিন্দু ধর্মাবলম্বী) সৎ ও পরিশ্রমী কর্মী আবশ্যক। থাকা-খাওয়া ফ্রি। বেতন আলোচনা সাপেক্ষে। বয়স ১৮-৩০ বছর।: [1043, 584, 1259, 619]
- headline-reserve-35b: রিজার্ভ ৩৫ বিলিয়ন ডলার ছাড়াল: [817, 662, 994, 715]
- article-body: ইনফান্তিনো বলেন, 'বিশ্বকাপ সবার জন্য। রাজনীতি ও খেলাধুলাকে আলাদা রাখা উচিত। আমরা নিশ্চিত করতে চাই, অংশগ্রহণকারী প্রতিটি দল নিরাপদে ও সম্মানের সঙ্গে প্রতিযোগিতায় অংশ নেবে। ভিসা কিংবা ভ্রমণ সংক্রান্ত জটিলতা যেন কোনো দলের পথে বাধা না হয়, সেটি নিশ্চিত করতে ফিফা আয়োজক দেশগুলোর সরকারের সঙ্গে নিয়মিত যোগাযোগ রাখছে।': [17, 696, 271, 774]
- ad-line: আধুনিক মেশিনের মাধ্যমে নাক-কান-গলার চিকিৎসা ও অপারেশন করানো হয়: [1292, 1249, 1504, 1272]
- article-body: দুই দেশের কর্মকর্তারা সমন্বিত টহল ব্যবস্থা চালুর বিষয়ে একমত হয়েছেন। পাশাপাশি জেলেদের জন্য পরিচয়পত্র ও নিবন্ধন ব্যবস্থা চালুর প্রস্তাব এসেছে।: [790, 611, 1021, 649]
- article-body: সরকারি কর্মকর্তারা জানিয়েছেন, আগামী বাজেটে করজাল সম্প্রসারণের ওপর জোর দেওয়া হবে। পাশাপাশি রাষ্ট্রায়ত্ত প্রতিষ্ঠানগুলোর সংস্কার কার্যক্রম ত্বরান্বিত করা হবে বলে জানানো হয়েছে।: [538, 760, 775, 811]
- divider: [538, 1393, 775, 1394]
- headline-iran-worldcup: ইরান বিশ্বকাপ মাতাবে : ফিফা প্রেসিডেন্ট: [39, 541, 249, 594]
- ad-child-specialist[interactable]: [1281, 1053, 1515, 1210]
- divider: [538, 1347, 775, 1348]
- divider: [17, 958, 271, 959]
- article-body: নিজস্ব প্রতিবেদকঃ সাংবাদিক মাহবুবুর রহমানের সুস্থতা কামনা করে দোয়া মাহফিল অনুষ্ঠিত হয়েছে। সহকর্মী ও শুভানুধ্যায়ীরা এতে অংশ নেন। তাঁর দ্রুত আরোগ্য কামনা করা হয়।: [538, 1427, 775, 1462]
- article-body: জাতীয় টিকাদান কর্মসূচির আওতায় আগামী মাস থেকে সারাদেশে বিশেষ ক্যাম্পেইন চালানো হবে। ৯ মাস থেকে ১৫ বছর বয়সী সব শিশুকে টিকার আওতায় আনার লক্ষ্য নির্ধারণ করা হয়েছে।: [538, 388, 775, 426]
- ad-headline: ৩৬০° এ্যাডো-সনাল আল্ট্রাসাউন্ড: [1038, 784, 1264, 811]
- article-body: স্পোর্টস ডেস্কঃ চ্যাম্পিয়ন্স লিগের কোয়ার্টার ফাইনালের দ্বিতীয় লেগে রিয়াল মাদ্রিদকে ২-১ গোলে হারিয়ে সেমিফাইনালে উঠেছে বায়ার্ন মিউনিখ। দুই লেগ মিলিয়ে ৪-৩ ব্যবধানে এগিয়ে থেকে শেষ চার নিশ্চিত করে জার্মান চ্যাম্পিয়নরা।: [17, 2121, 271, 2172]
- headline-china-jet: মার্কিন যুদ্ধবিমানের নতুন আতঙ্ক, চীনের তৈরি হ্যানের অত্যাধুনিক মানসপাড: [290, 520, 519, 556]
- ad-chamber: চেম্বারঃ হেলথ কেয়ার ডায়াগনস্টিক: [1340, 1146, 1456, 1156]
- ad-doctor-name: ডাঃ শাহানা ফেরদৌস: [1327, 1086, 1469, 1106]
- ad-reference: আর-৫০৮: [1477, 1502, 1509, 1512]
- article-body: স্বাস্থ্য অধিদপ্তরের এক কর্মকর্তা জানিয়েছেন, দুর্গম এলাকায় টিকাদান কার্যক্রম পুরোপুরি পৌঁছায়নি। সচেতনতার অভাবও একটি বড় কারণ। পরিস্থিতি মোকাবিলায় বিশেষ টিকাদান কর্মসূচি শুরু করা হয়েছে।: [538, 232, 775, 283]
- headline-nz-ranking: নিউজিল্যান্ড সিরিজে টাইগারদের র‌্যাংকিং সমীকরণ: [22, 1525, 266, 1570]
- article-body: পশ্চিমা বিশ্লেষকদের মতে, আঞ্চলিক উত্তেজনার প্রেক্ষাপটে এই উন্মোচন তাৎপর্যপূর্ণ। যুক্তরাষ্ট্রের প্রতিরক্ষা দপ্তর বিষয়টি পর্যবেক্ষণ করছে বলে জানিয়েছে। তবে তারা বলছে, প্রযুক্তিগত শ্রেষ্ঠত্ব এখনো তাদের হাতেই রয়েছে।: [286, 692, 523, 743]
- masthead-right-pill: খুলনা ঃ শুক্রবার ১৭ এপ্রিল ২০২৬: [1234, 19, 1512, 49]
- ad-line: শিশু রোগ বিশেষজ্ঞ ও শিশু সার্জন: [1095, 1433, 1207, 1444]
- article-body: নিজস্ব প্রতিবেদকঃ প্রয়াত সাংবাদিকের পরিবারের পাশে দাঁড়িয়েছে স্থানীয় সাংবাদিক সমাজ। আর্থিক সহায়তা তুলে দেওয়া হয়েছে পরিবারের হাতে। ভবিষ্যতেও পাশে থাকার আশ্বাস দেওয়া হয়েছে।: [538, 1501, 775, 1536]
- ad-line: এম.বি.বি.এস (ডিএমসি), ডিসিএইচ: [1340, 1107, 1456, 1118]
- ad-hospital-name: সানোয়ার হাসপাতাল: [1283, 1427, 1513, 1452]
- divider: [17, 534, 271, 536]
- ad-line: সহকারী অধ্যাপক, শিশু বিভাগ: [1348, 1133, 1448, 1144]
- ad-phone: মোবাইলঃ ০১৭১২-১১৯০৬৩: [1349, 422, 1447, 433]
- ad-phone: মোবাইল : ০১৭১১-৩৪৫৬৭৮: [607, 1597, 706, 1608]
- headline-linu-award: স্বাধীনতা পুরস্কার পেলেন টেবিল টেনিসার লিনু: [540, 826, 773, 871]
- ad-reference: আর-৪১৬: [1477, 666, 1509, 676]
- ad-line: ন্যাশনাল হার্ট ফাউন্ডেশন হাসপাতাল, ঢাকা: [1082, 1195, 1220, 1206]
- ad-line: ন্যাশনাল হার্ট ফাউন্ডেশন হাসপাতাল, ঢাকা: [1329, 881, 1467, 892]
- ad-phone: সিরিয়ালঃ ০১৭১৬-৮৫৫৯৬৭: [1102, 1233, 1200, 1244]
- ad-doctor-name: ডাঃ শাহানা ফেরদৌস: [1080, 1399, 1222, 1419]
- article-body: ঢাকা ব্যুরোঃ দেশে গত এক মাসে হামে আক্রান্ত হয়ে ২০৬ শিশুর মৃত্যু হয়েছে। স্বাস্থ্য অধিদপ্তরের রোগতত্ত্ব, রোগ নিয়ন্ত্রণ ও গবেষণা প্রতিষ্ঠানের (আইইডিসিআর) তথ্যে এমন চিত্র উঠে এসেছে। আক্রান্তদের বড় অংশই পাঁচ বছরের কম বয়সী শিশু।: [538, 119, 775, 170]
- ad-body-text: খুলনা ও আশপাশ এলাকায় বড় আকারের মাছের ঘের লীজ নেওয়া হবে। আগ্রহী মালিকগণ যোগাযোগ করুন। দীর্ঘমেয়াদি চুক্তিতে ঘের লীজ নিতে চাই।: [1290, 385, 1506, 421]
- article-body: স্পেশাল করেসপন্ডেন্টঃ কৃষক কার্ড হাতে নিয়ে তোলা একটি ছবি সামাজিক যোগাযোগমাধ্যমে ভাইরাল হওয়ার পর আলোচনায় এসেছেন কবির হোসেন। অনেকেই প্রশ্ন তুলেছিলেন, তিনি আদৌ কৃষক কি না। তবে সরেজমিনে অনুসন্ধানে দেখা গেছে, কবির হোসেন প্রকৃতপক্ষেই একজন কৃষক।: [286, 146, 523, 210]
- divider: [286, 561, 523, 562]
- ad-headline: পুনঃনিয়োগ বিজ্ঞপ্তি: [1038, 1008, 1264, 1035]
- article-body: জোবেরা রহমান লিনু ১৬ বার জাতীয় চ্যাম্পিয়ন হওয়ার কৃতিত্ব অর্জন করেছেন, যা গিনেস বুকে স্থান পেয়েছে। দীর্ঘ ক্যারিয়ারে তিনি দেশের হয়ে অসংখ্য আন্তর্জাতিক প্রতিযোগিতায় অংশ নিয়েছেন।: [538, 937, 775, 989]
- ad-line: সহযোগী অধ্যাপক, কার্ডিওলজি বিভাগ: [1334, 869, 1462, 880]
- divider: [538, 1467, 775, 1468]
- ad-phone: মোবাইলঃ ০১৮৭৩-২০৪১২৬: [1102, 633, 1200, 644]
- ad-headline: জরুরী কর্মী নিয়োগ: [1038, 548, 1264, 579]
- ad-contact-pill[interactable]: যোগাযোগ অব্যাহত: [1353, 580, 1442, 595]
- article-body: সিরিজের প্রথম ম্যাচ আগামী ৪ঠা মে মিরপুর শেরেবাংলা জাতীয় ক্রিকেট স্টেডিয়ামে শুরু হবে। এরপর ৭ ও ১০ মে বাকি দুই ম্যাচ অনুষ্ঠিত হবে চট্টগ্রামের জহুর আহমেদ চৌধুরী স্টেডিয়ামে।: [17, 1749, 271, 1787]
- ad-doctor-name: ডাঃ জওহর লাল সিংহ: [1076, 843, 1226, 863]
- headline-captains-card: অধিনায়কদের সম্মানে ‘ক্যাপ্টেন্স কার্ড’: [29, 1226, 259, 1271]
- article-body: বাংলাদেশ ফুটবল ফেডারেশনের টেকনিক্যাল অ্যান্ড ডেভেলপমেন্ট কমিটির চেয়ারম্যান সাবেক তারকা ফুটবলার ছাইদ হাসান কানন জানিয়েছেন, আবেদনকারীদের মধ্যে ইউরোপ, আফ্রিকা, এশিয়া ও দক্ষিণ আমেরিকার নানা দেশের কোচরা আছেন। আবেদন যাচাই-বাছাইয়ের কাজ শুরু হয়েছে বলে জানান তিনি। তালিকা সংক্ষিপ্ত করে শীর্ষ প্রার্থীদের সঙ্গে অনলাইনে সাক্ষাৎকার নেয়া হবে।: [17, 240, 271, 318]
- ad-headline: নাক কান গলা বিশেষজ্ঞ: [1283, 1220, 1513, 1244]
- article-body: জনসভায় উপস্থিত ছিলেন দলীয় নেতাকর্মীরা। বক্তব্যে তিনি রাজ্য সরকারের বিরুদ্ধে নানা অভিযোগ তোলেন এবং উন্নয়নের প্রতিশ্রুতি দেন। তাঁর বক্তব্য ঘিরে রাজনৈতিক অঙ্গনে আলোচনা-সমালোচনা শুরু হয়েছে।: [286, 973, 523, 1024]
- article-body: চলতি অর্থবছরের প্রথম নয় মাসে রেমিট্যান্স এসেছে আগের বছরের একই সময়ের তুলনায় ১৮ শতাংশ বেশি। রপ্তানি আয়ও বেড়েছে ৯ শতাংশের বেশি হারে।: [790, 782, 1021, 820]
- article-body: কোচ নিয়োগের জন্য বাফুফে গঠন করেছে একটি বিশেষ সার্চ কমিটি। ওই কমিটিতে আছেন সাবেক খেলোয়াড়, সংগঠক ও টেকনিক্যাল বিশেষজ্ঞরা। কমিটির সুপারিশের ভিত্তিতেই চূড়ান্ত সিদ্ধান্ত নেবে নির্বাহী কমিটি। আগামী মাসের প্রথম সপ্তাহেই নতুন কোচের নাম ঘোষণা হতে পারে বলে ইঙ্গিত মিলেছে।: [17, 323, 271, 388]
- article-body: অধ্যক্ষ বলেন, 'শিক্ষক পরিষদের কার্যক্রম কলেজের শিক্ষার মানোন্নয়নে গুরুত্বপূর্ণ ভূমিকা রাখে। নবনির্বাচিত কমিটি সবাইকে নিয়ে কাজ করবে বলে আশা করি।': [1036, 233, 1266, 270]
- divider: [17, 1574, 271, 1575]
- article-body: কেন্দ্রীয় ব্যাংকের মুখপাত্র জানিয়েছেন, ডলারের বিনিময় হার স্থিতিশীল রয়েছে। বাজারে চাহিদা অনুযায়ী ডলার সরবরাহ অব্যাহত থাকবে বলেও জানান তিনি।: [790, 868, 1021, 906]
- article-body: সংশ্লিষ্টরা জানিয়েছেন, ২০১৭ সালে সর্বশেষ সাউন্ড সিস্টেম সংস্কার করা হয়েছিল। এরপর দীর্ঘ সময় পেরিয়ে গেলেও বড় ধরনের রক্ষণাবেক্ষণ করা হয়নি। এবার পূর্ণাঙ্গ আধুনিকায়নের উদ্যোগ নেওয়া হচ্ছে।: [790, 257, 1021, 308]
- divider: [286, 863, 523, 865]
- headline-keshabpur-college: কেশবপুর সরকারি ডিগ্রি কলেজের শিক্ষক পরিষদের নির্বাচন: [1052, 58, 1250, 93]
- ad-land-house-sale[interactable]: [1036, 1281, 1266, 1359]
- headline-dhoni-return-dup: মুম্বাই ইন্ডিয়ান্সের বিপক্ষে ফিরছেন ধোনি: [1283, 58, 1513, 75]
- ad-line: নিরাপত্তাহীনতার কেন্দ্রস্থল: [1356, 1469, 1440, 1480]
- divider: [790, 445, 1021, 447]
- article-body: হিসাব অনুযায়ী, সিরিজ ৩-০ ব্যবধানে জিতলে বাংলাদেশের রেটিং পয়েন্ট বেড়ে দাঁড়াবে ৯১-এ। আর ২-১ ব্যবধানে জিতলে পয়েন্ট হবে ৮৯। অন্যদিকে হোয়াইটওয়াশ হলে ৮১ পয়েন্টে নেমে যেতে পারে দল, যা এক ধাপ নিচে নামিয়ে দেবে।: [17, 1636, 271, 1687]
- article-body: অনুষ্ঠানে কলেজের শিক্ষক-কর্মচারীসহ স্থানীয় গণ্যমান্য ব্যক্তিরা উপস্থিত ছিলেন। নতুন কমিটি আগামী এক বছরের জন্য দায়িত্ব পালন করবে।: [1036, 319, 1266, 357]
- article-body: বিশেষ প্রতিনিধিঃ দীর্ঘ প্রক্রিয়া শেষে কমিশনের অনুমোদন পেয়েছে প্রতিষ্ঠানটি। কার্যক্রম শুরুর প্রস্তুতি চলছে বলে জানিয়েছে কর্তৃপক্ষ। গ্রাহকসেবা সম্প্রসারণে নতুন পরিকল্পনা নেওয়া হয়েছে।: [538, 1130, 775, 1166]
- divider: [538, 1095, 775, 1097]
